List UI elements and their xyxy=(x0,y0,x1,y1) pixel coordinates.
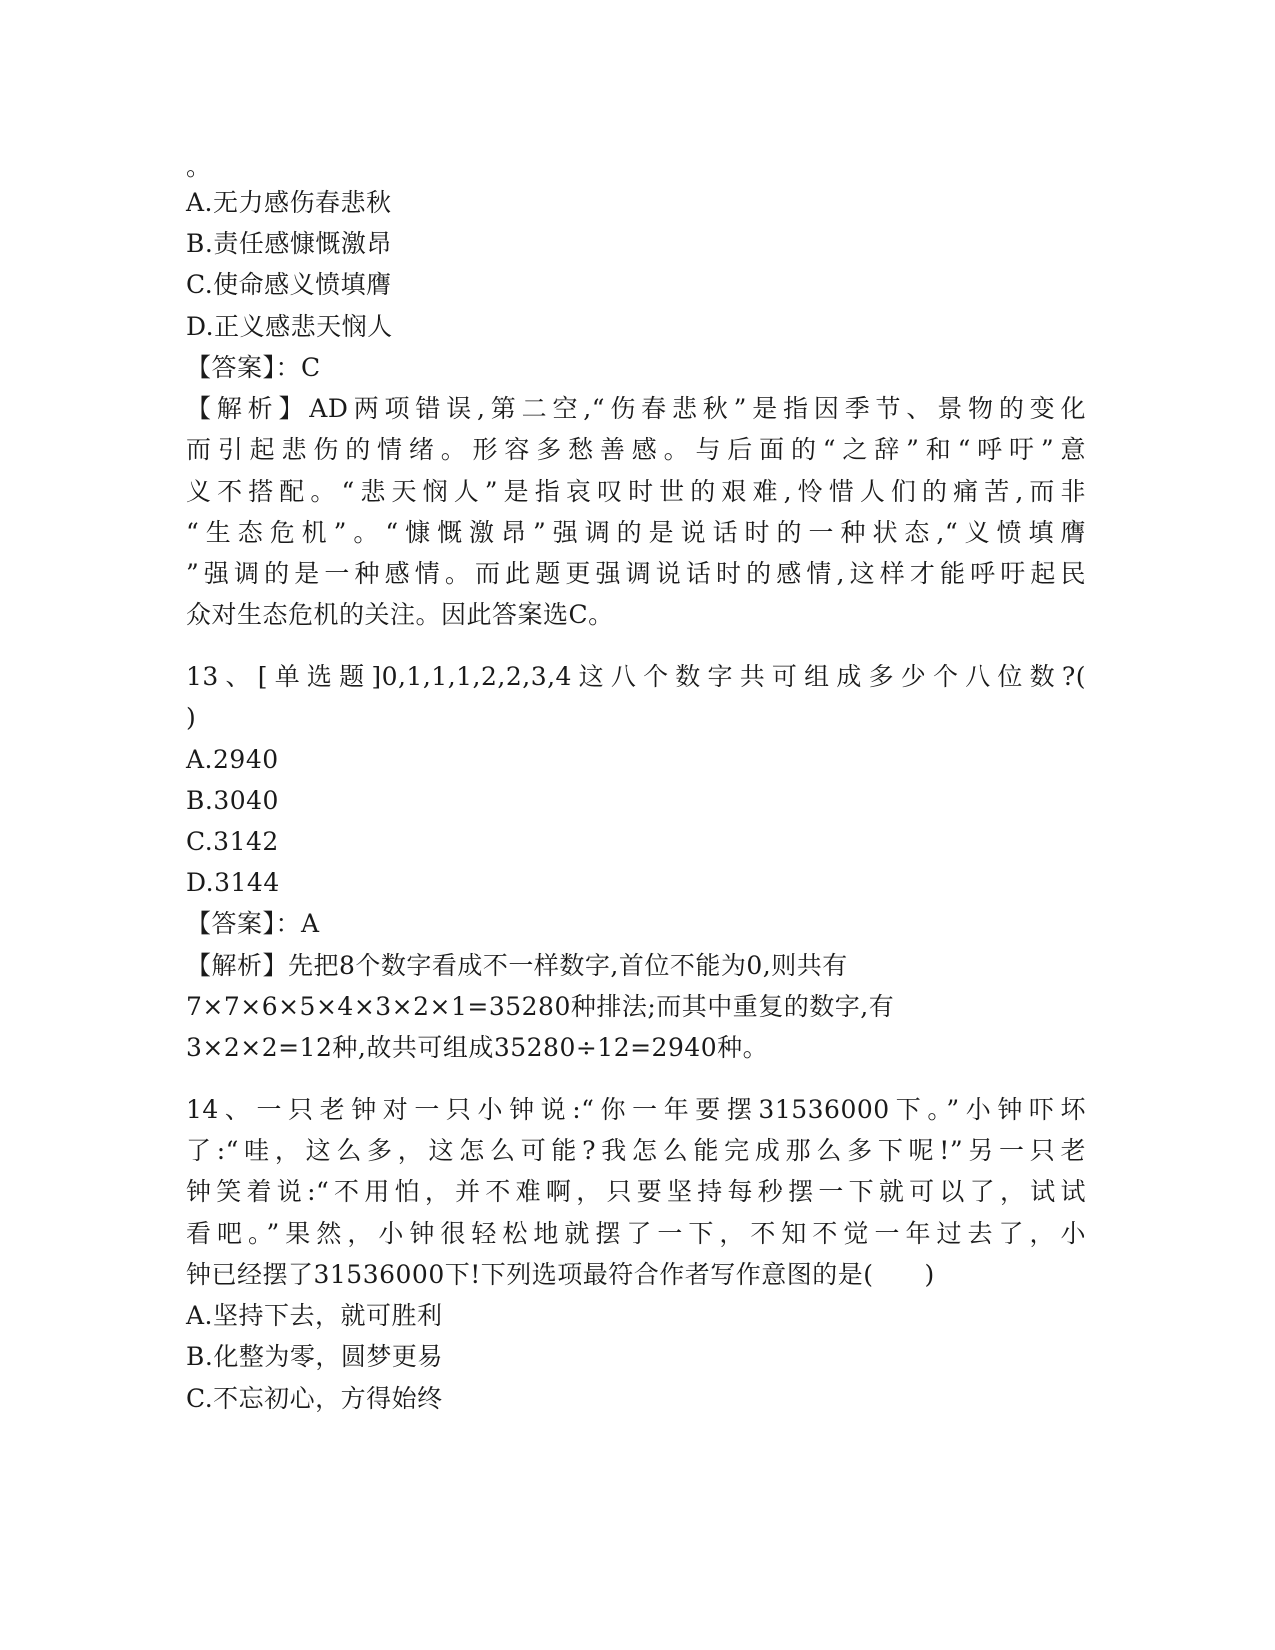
q14-stem-line-4: 看吧。”果然，小钟很轻松地就摆了一下，不知不觉一年过去了，小 xyxy=(186,1219,1086,1248)
q13-stem-line-1: 13、[单选题]0,1,1,1,2,2,3,4这八个数字共可组成多少个八位数?( xyxy=(186,662,1086,691)
q14-option-b: B.化整为零，圆梦更易 xyxy=(186,1342,443,1371)
q13-analysis-line-1: 【解析】先把8个数字看成不一样数字,首位不能为0,则共有 xyxy=(186,951,848,980)
q12-analysis-line-3: 义不搭配。“悲天悯人”是指哀叹时世的艰难,怜惜人们的痛苦,而非 xyxy=(186,477,1086,506)
q12-option-d: D.正义感悲天悯人 xyxy=(186,312,393,341)
q14-option-a: A.坚持下去，就可胜利 xyxy=(186,1301,443,1330)
q13-option-c: C.3142 xyxy=(186,827,279,856)
q13-analysis-line-3: 3×2×2=12种,故共可组成35280÷12=2940种。 xyxy=(186,1033,769,1062)
q12-stem-tail: 。 xyxy=(186,152,212,181)
q14-stem-line-3: 钟笑着说:“不用怕，并不难啊，只要坚持每秒摆一下就可以了，试试 xyxy=(186,1177,1086,1206)
q13-option-a: A.2940 xyxy=(186,745,279,774)
q14-option-c: C.不忘初心，方得始终 xyxy=(186,1384,443,1413)
q13-answer: 【答案】：A xyxy=(186,909,320,938)
q12-analysis-line-6: 众对生态危机的关注。因此答案选C。 xyxy=(186,600,614,629)
q13-stem-line-2: ) xyxy=(186,703,197,732)
q12-option-c: C.使命感义愤填膺 xyxy=(186,270,392,299)
q13-analysis-line-2: 7×7×6×5×4×3×2×1=35280种排法;而其中重复的数字,有 xyxy=(186,992,895,1021)
q14-stem-line-2: 了:“哇，这么多，这怎么可能?我怎么能完成那么多下呢!”另一只老 xyxy=(186,1136,1086,1165)
q12-analysis-line-4: “生态危机”。“慷慨激昂”强调的是说话时的一种状态,“义愤填膺 xyxy=(186,518,1086,547)
q12-analysis-line-5: ”强调的是一种感情。而此题更强调说话时的感情,这样才能呼吁起民 xyxy=(186,559,1086,588)
q12-option-a: A.无力感伤春悲秋 xyxy=(186,188,392,217)
q13-option-b: B.3040 xyxy=(186,786,279,815)
q14-stem-line-5: 钟已经摆了31536000下!下列选项最符合作者写作意图的是( ) xyxy=(186,1260,935,1289)
q12-analysis-line-2: 而引起悲伤的情绪。形容多愁善感。与后面的“之辞”和“呼吁”意 xyxy=(186,435,1086,464)
q13-option-d: D.3144 xyxy=(186,868,280,897)
q14-stem-line-1: 14、一只老钟对一只小钟说:“你一年要摆31536000下。”小钟吓坏 xyxy=(186,1095,1086,1124)
q12-option-b: B.责任感慷慨激昂 xyxy=(186,229,392,258)
q12-analysis-line-1: 【解析】AD两项错误,第二空,“伤春悲秋”是指因季节、景物的变化 xyxy=(186,394,1086,423)
q12-answer: 【答案】：C xyxy=(186,353,321,382)
